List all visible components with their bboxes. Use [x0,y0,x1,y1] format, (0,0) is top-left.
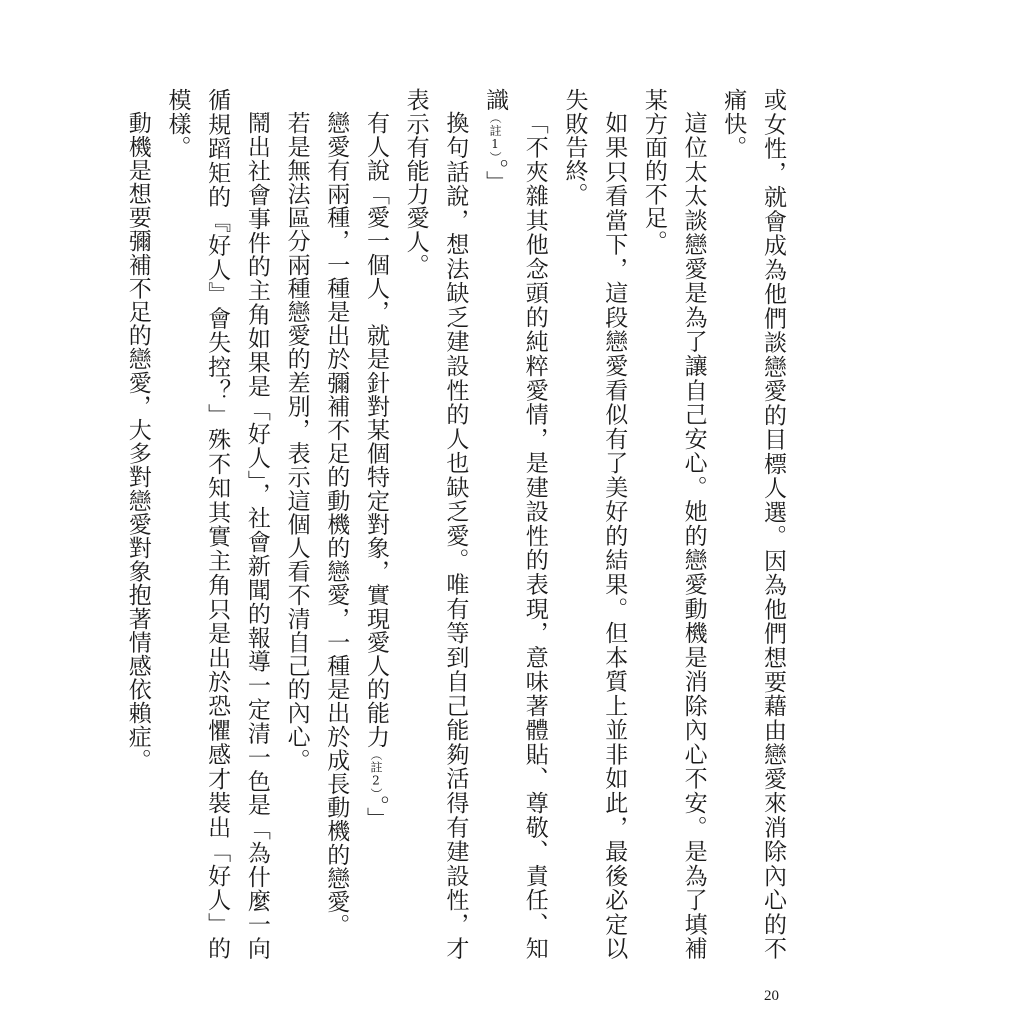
paragraph-5: 換句話說，想法缺乏建設性的人也缺乏愛。唯有等到自己能夠活得有建設性，才表示有能力愛人。 [402,88,469,960]
paragraph-7: 戀愛有兩種，一種是出於彌補不足的動機的戀愛，一種是出於成長動機的戀愛。 [323,111,350,937]
footnote-marker-2: （註2） [368,748,383,795]
paragraph-2: 這位太太談戀愛是為了讓自己安心。她的戀愛動機是消除內心不安。是為了填補某方面的不足。 [640,88,707,960]
paragraph-3: 如果只看當下，這段戀愛看似有了美好的結果。但本質上並非如此，最後必定以失敗告終。 [561,88,628,960]
page-number: 20 [764,988,779,1004]
paragraph-6: 有人說「愛一個人，就是針對某個特定對象，實現愛人的能力（註2）。」 [362,111,389,831]
paragraph-10: 動機是想要彌補不足的戀愛，大多對戀愛對象抱著情感依賴症。 [124,111,151,772]
vertical-text-body [124,88,792,960]
footnote-marker-1: （註1） [488,111,503,159]
paragraph-1: 或女性，就會成為他們談戀愛的目標人選。因為他們想要藉由戀愛來消除內心的不痛快。 [720,88,786,960]
paragraph-9: 鬧出社會事件的主角如果是「好人」，社會新聞的報導一定清一色是「為什麼一向循規蹈矩的『好人』會失控？」殊不知其實主角只是出於恐懼感才裝出「好人」的模樣。 [164,88,270,960]
paragraph-4: 「不夾雜其他念頭的純粹愛情，是建設性的表現，意味著體貼、尊敬、責任、知識（註1）。」 [482,88,548,960]
paragraph-8: 若是無法區分兩種戀愛的差別，表示這個人看不清自己的內心。 [283,111,310,772]
